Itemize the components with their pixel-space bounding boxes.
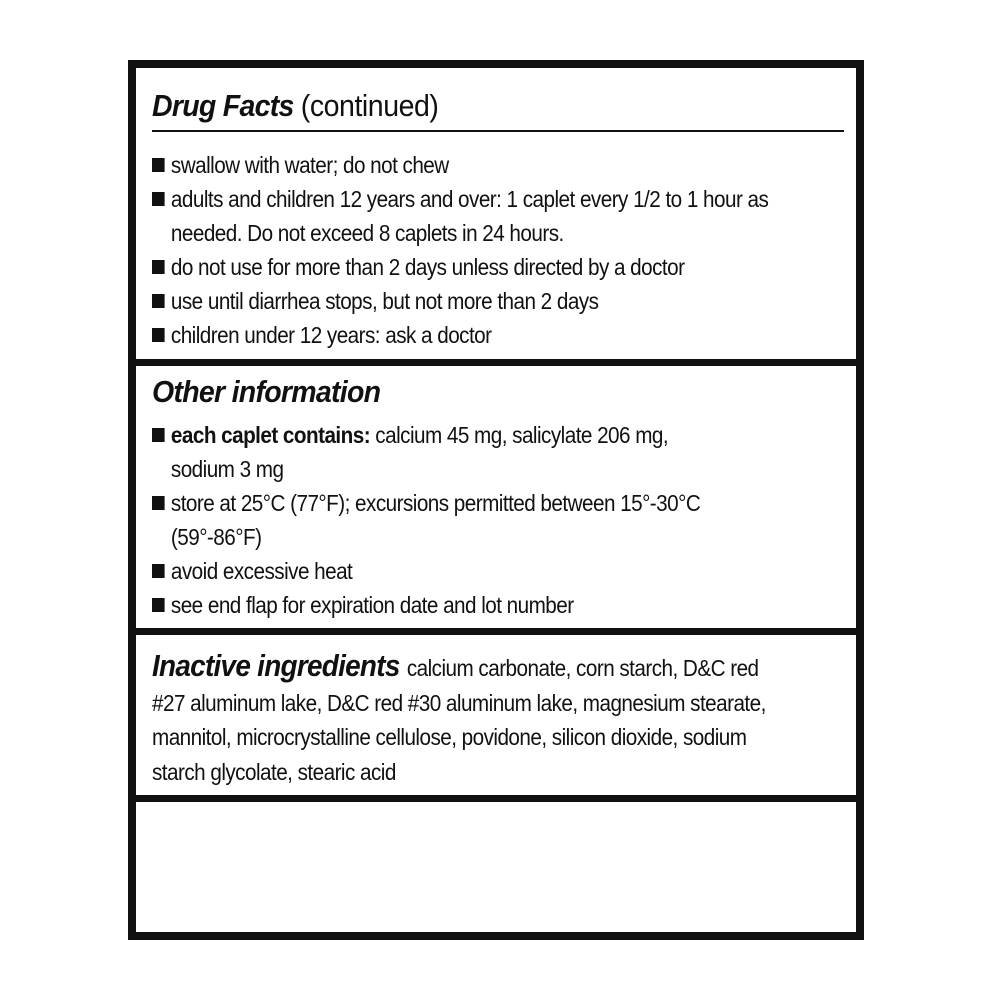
square-bullet-icon (152, 294, 165, 308)
inactive-ingredients-section (136, 635, 856, 795)
square-bullet-icon (152, 260, 165, 274)
other-information-heading: Other information (152, 374, 381, 409)
section-divider (136, 359, 856, 366)
drug-facts-title: Drug Facts (152, 88, 294, 123)
other-information-list (152, 418, 846, 622)
directions-list (152, 148, 846, 352)
square-bullet-icon (152, 564, 165, 578)
drug-facts-heading (152, 88, 438, 124)
section-divider (136, 795, 856, 802)
list-item: see end flap for expiration date and lot number (152, 588, 777, 622)
inactive-ingredients-heading: Inactive ingredients (152, 648, 400, 683)
square-bullet-icon (152, 192, 165, 206)
list-item: children under 12 years: ask a doctor (152, 318, 777, 352)
drug-facts-title-suffix: (continued) (300, 88, 439, 123)
title-underline (152, 130, 844, 132)
other-information-section (136, 366, 856, 628)
square-bullet-icon (152, 158, 165, 172)
list-item: do not use for more than 2 days unless directed by a doctor (152, 250, 777, 284)
list-item: store at 25°C (77°F); excursions permitted between 15°-30°C (59°-86°F) (152, 486, 777, 554)
list-item: adults and children 12 years and over: 1 caplet every 1/2 to 1 hour as needed. Do not exceed 8 caplets in 24 hours. (152, 182, 777, 250)
drug-facts-panel (128, 60, 864, 940)
inactive-ingredients-text: Inactive ingredients calcium carbonate, corn starch, D&C red #27 aluminum lake, D&C red #30 aluminum lake, magnesium stearate, mannitol, microcrystalline cellulose, povidone, silicon dioxide, sodium starch glycolate, stearic acid (152, 648, 766, 785)
square-bullet-icon (152, 328, 165, 342)
square-bullet-icon (152, 598, 165, 612)
list-item: use until diarrhea stops, but not more than 2 days (152, 284, 777, 318)
square-bullet-icon (152, 496, 165, 510)
list-item: swallow with water; do not chew (152, 148, 777, 182)
empty-section (136, 802, 856, 932)
list-item: avoid excessive heat (152, 554, 777, 588)
square-bullet-icon (152, 428, 165, 442)
section-divider (136, 628, 856, 635)
list-item: each caplet contains: calcium 45 mg, salicylate 206 mg, sodium 3 mg (152, 418, 777, 486)
directions-section (136, 68, 856, 366)
